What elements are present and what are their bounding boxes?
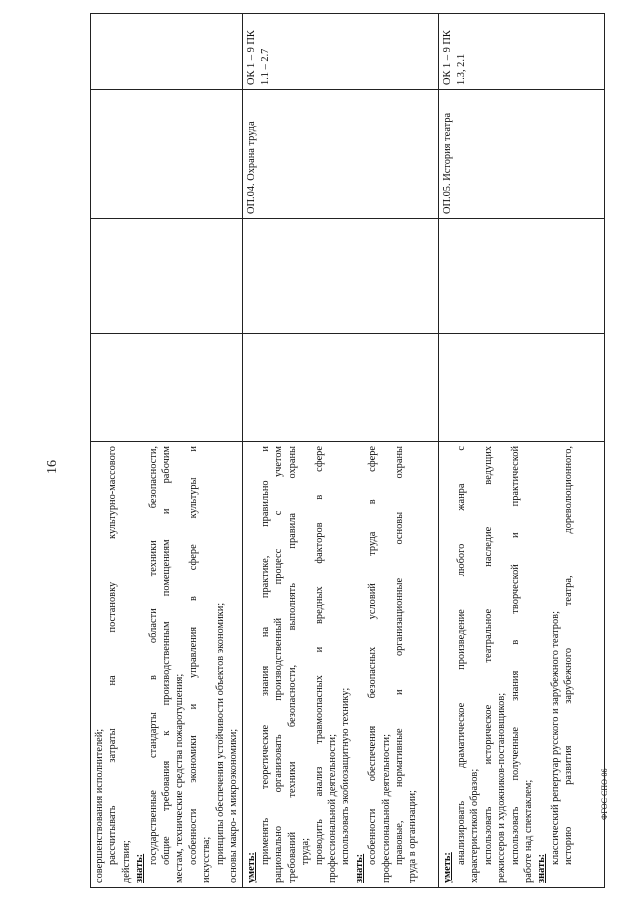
content-line: работе над спектаклем; <box>522 779 534 883</box>
content-line: использовать полученные знания в творческой и практической <box>509 446 521 865</box>
content-line: знать: <box>134 853 146 883</box>
discipline-cell-text: ОП.04. Охрана труда <box>246 121 258 214</box>
competencies-cell-text: ОК 1 – 9 ПК 1.1 – 2.7 <box>246 30 271 85</box>
content-line: совершенствования исполнителей; <box>94 728 105 883</box>
hours-max-cell <box>91 334 243 442</box>
content-line: труда; <box>300 837 312 865</box>
footer-code: ФГОС СПО-06 <box>600 768 609 820</box>
curriculum-table <box>90 13 605 888</box>
content-line: особенности обеспечения безопасных условий труда в сфере <box>367 446 379 865</box>
content-line: использовать экобиозащитную технику; <box>340 687 352 865</box>
table-row <box>91 14 243 888</box>
content-line: особенности экономики и управления в сфере культуры и <box>187 446 199 865</box>
hours-class-cell <box>91 219 243 334</box>
content-line: профессиональной деятельности; <box>326 733 338 883</box>
content-line: правовые, нормативные и организационные основы охраны <box>393 446 405 865</box>
competencies-cell <box>91 14 243 90</box>
table-row <box>243 14 439 888</box>
hours-class-cell <box>439 219 605 334</box>
content-cell <box>243 442 439 888</box>
content-line: режиссеров и художников-постановщиков; <box>496 692 508 883</box>
page-number: 16 <box>45 460 60 474</box>
content-line: искусства; <box>201 836 213 883</box>
content-line: принципы обеспечения устойчивости объектов экономики; <box>214 602 226 865</box>
content-line: характеристикой образов; <box>469 768 481 883</box>
competencies-cell-text: ОК 1 – 9 ПК 1.3, 2.1 <box>442 30 467 85</box>
content-line: применять теоретические знания на практике, правильно и <box>259 446 271 865</box>
content-line: уметь: <box>442 852 454 883</box>
hours-class-cell <box>243 219 439 334</box>
content-line: местам, технические средства пожаротушения; <box>174 673 186 883</box>
content-line: анализировать драматическое произведение любого жанра с <box>455 446 467 865</box>
content-line: труда в организации; <box>407 790 419 883</box>
hours-max-cell <box>439 334 605 442</box>
table-rotator <box>90 14 602 888</box>
content-cell <box>91 442 243 888</box>
content-line: основы макро- и микроэкономики; <box>228 728 240 883</box>
content-line: рационально организовать производственный процесс с учетом <box>273 446 285 883</box>
table-row <box>439 14 605 888</box>
content-line: рассчитывать затраты на постановку культурно-массового <box>107 446 119 865</box>
content-line: уметь: <box>246 852 258 883</box>
content-line: классический репертуар русского и зарубежного театров; <box>549 611 561 865</box>
competencies-cell <box>243 14 439 90</box>
content-line: знать: <box>353 853 365 883</box>
content-line: знать: <box>536 853 548 883</box>
content-line: историю развития зарубежного театра, дореволюционного, <box>563 446 575 865</box>
content-line: общие требования к производственным помещениям и рабочим <box>161 446 173 865</box>
content-line: действия; <box>120 840 132 883</box>
content-line: государственные стандарты в области техники безопасности, <box>147 446 159 865</box>
discipline-cell <box>439 90 605 219</box>
discipline-cell <box>243 90 439 219</box>
content-line: требований техники безопасности, выполнять правила охраны <box>286 446 298 883</box>
table-area <box>90 14 602 888</box>
competencies-cell <box>439 14 605 90</box>
hours-max-cell <box>243 334 439 442</box>
discipline-cell-text: ОП.05. История театра <box>442 112 454 214</box>
content-line: профессиональной деятельности; <box>380 733 392 883</box>
content-cell <box>439 442 605 888</box>
discipline-cell <box>91 90 243 219</box>
content-line: проводить анализ травмоопасных и вредных факторов в сфере <box>313 446 325 865</box>
content-line: использовать историческое театральное наследие ведущих <box>482 446 494 865</box>
table-body <box>91 14 605 888</box>
